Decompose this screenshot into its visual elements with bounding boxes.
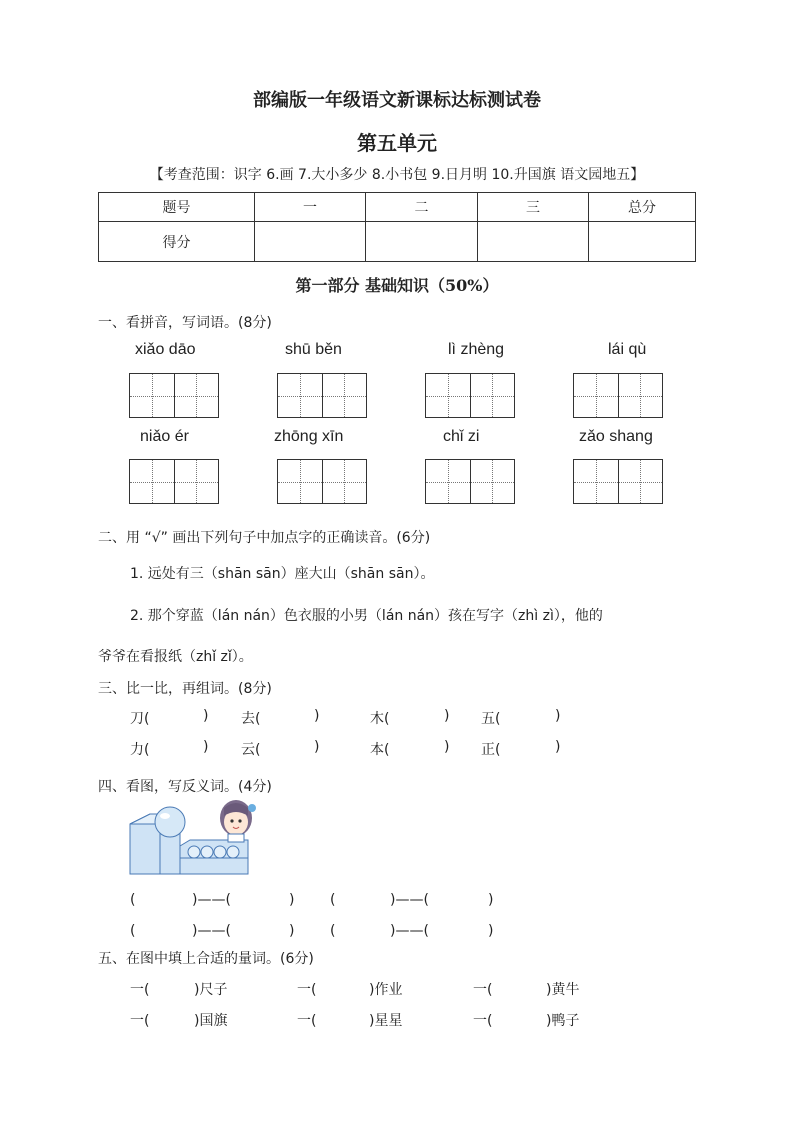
q4-close-1: ) [289,892,295,908]
q5-item-1-noun: )尺子 [194,982,228,998]
score-col-label: 题号 [99,193,255,222]
score-cell-total[interactable] [589,222,696,262]
q3-item-7: 本( [370,742,390,758]
score-col-1: 一 [255,193,366,222]
score-col-total: 总分 [589,193,696,222]
q5-item-5-noun: )星星 [369,1013,403,1029]
part1-title: 第一部分 基础知识（50%） [295,276,499,295]
q2-sentence-2-cont: 爷爷在看报纸（zhǐ zǐ）。 [98,649,253,665]
q3-item-8: 正( [481,742,501,758]
q3-close-4: ) [555,708,561,724]
q2-sentence-1: 1. 远处有三（shān sān）座大山（shān sān）。 [130,566,435,582]
pinyin-2: shū běn [285,341,342,358]
pinyin-7: chǐ zi [443,428,480,445]
q3-item-3: 木( [370,711,390,727]
q2-sentence-2: 2. 那个穿蓝（lán nán）色衣服的小男（lán nán）孩在写字（zhì zì），他的 [130,608,603,624]
score-table-header-row [99,193,696,222]
pinyin-8: zǎo shang [579,428,653,445]
q4-dash-2: )——( [390,892,429,908]
q5-item-6-prefix: 一( [473,1013,493,1029]
pinyin-1: xiǎo dāo [135,341,196,358]
q5-title: 五、在图中填上合适的量词。(6分) [98,951,314,967]
q5-item-3-noun: )黄牛 [546,982,580,998]
q4-dash-1: )——( [192,892,231,908]
q5-item-3-prefix: 一( [473,982,493,998]
q5-item-5-prefix: 一( [297,1013,317,1029]
q2-title: 二、用 “√” 画出下列句子中加点字的正确读音。(6分) [98,530,431,546]
q3-title: 三、比一比，再组词。(8分) [98,681,272,697]
writing-grid-7[interactable] [425,459,515,504]
pinyin-3: lì zhèng [448,341,505,358]
balls-and-girl-illustration [128,796,263,886]
writing-grid-3[interactable] [425,373,515,418]
score-cell-2[interactable] [366,222,478,262]
q3-item-2: 去( [241,711,261,727]
score-table-score-row [99,222,696,262]
q5-item-2-noun: )作业 [369,982,403,998]
q4-dash-4: )——( [390,923,429,939]
unit-title: 第五单元 [357,131,437,155]
writing-grid-6[interactable] [277,459,367,504]
writing-grid-4[interactable] [573,373,663,418]
score-cell-1[interactable] [255,222,366,262]
q4-open-4: ( [330,923,336,939]
writing-grid-5[interactable] [129,459,219,504]
q4-title: 四、看图，写反义词。(4分) [98,779,272,795]
q3-close-5: ) [203,739,209,755]
q4-close-2: ) [488,892,494,908]
q3-close-8: ) [555,739,561,755]
q5-item-6-noun: )鸭子 [546,1013,580,1029]
q4-open-1: ( [130,892,136,908]
score-col-2: 二 [366,193,478,222]
q3-close-1: ) [203,708,209,724]
pinyin-4: lái qù [608,341,647,358]
q3-item-6: 云( [241,742,261,758]
q4-open-3: ( [130,923,136,939]
q4-close-4: ) [488,923,494,939]
exam-title: 部编版一年级语文新课标达标测试卷 [253,90,541,111]
q5-item-2-prefix: 一( [297,982,317,998]
q3-close-6: ) [314,739,320,755]
q5-item-1-prefix: 一( [130,982,150,998]
q4-dash-3: )——( [192,923,231,939]
score-row-label: 得分 [99,222,255,262]
q4-open-2: ( [330,892,336,908]
pinyin-6: zhōng xīn [274,428,344,445]
writing-grid-1[interactable] [129,373,219,418]
q3-item-4: 五( [481,711,501,727]
score-cell-3[interactable] [478,222,589,262]
pinyin-5: niǎo ér [140,428,189,445]
q5-item-4-prefix: 一( [130,1013,150,1029]
score-col-3: 三 [478,193,589,222]
q3-close-3: ) [444,708,450,724]
score-table [98,192,696,262]
q5-item-4-noun: )国旗 [194,1013,228,1029]
q1-title: 一、看拼音，写词语。(8分) [98,315,272,331]
q4-close-3: ) [289,923,295,939]
q3-close-2: ) [314,708,320,724]
writing-grid-8[interactable] [573,459,663,504]
q3-close-7: ) [444,739,450,755]
writing-grid-2[interactable] [277,373,367,418]
q3-item-1: 刀( [130,711,150,727]
exam-scope: 【考查范围：识字 6.画 7.大小多少 8.小书包 9.日月明 10.升国旗 语文园地五】 [149,167,645,183]
q3-item-5: 力( [130,742,150,758]
